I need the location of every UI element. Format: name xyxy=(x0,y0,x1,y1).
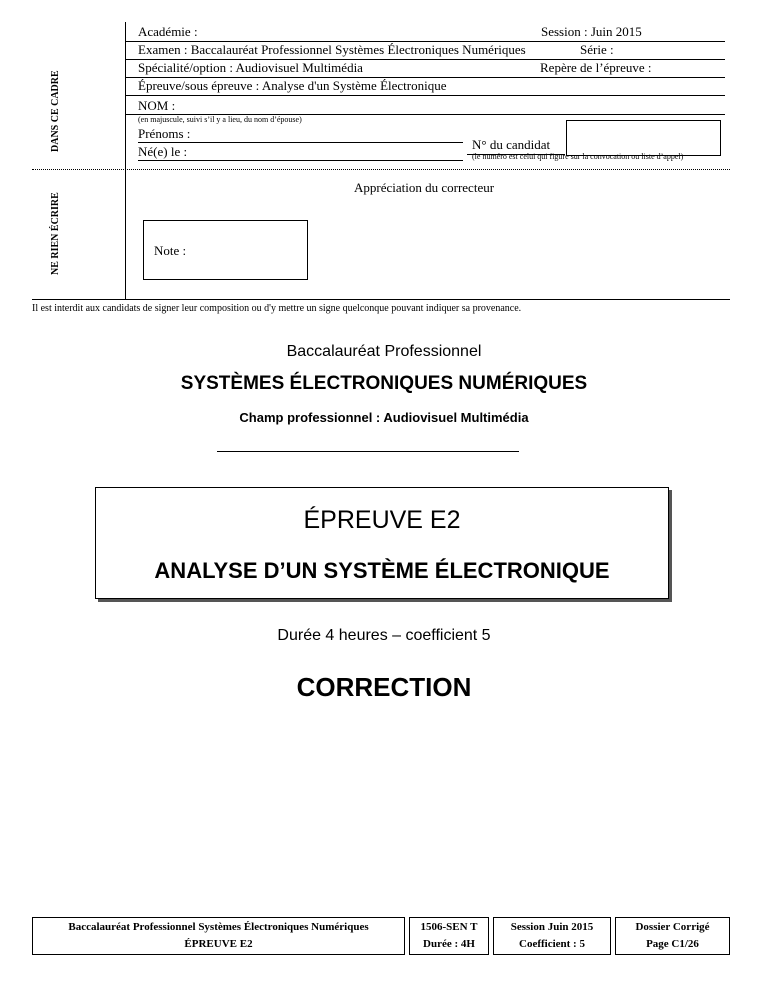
prenoms-rule xyxy=(138,142,463,143)
specialite-label: Spécialité/option : Audiovisuel Multimédia xyxy=(138,60,363,75)
epreuve-box xyxy=(95,487,669,599)
ne-le-rule xyxy=(138,160,463,161)
footer-page-line1: Dossier Corrigé xyxy=(635,921,710,933)
bac-title: Baccalauréat Professionnel xyxy=(286,343,482,360)
candidat-hint: (le numéro est celui qui figure sur la convocation ou liste d’appel) xyxy=(472,152,684,161)
examen-label: Examen : Baccalauréat Professionnel Systèmes Électroniques Numériques xyxy=(138,42,526,57)
header-rule xyxy=(125,95,725,96)
footer-table xyxy=(32,917,730,955)
footer-code-line2: Durée : 4H xyxy=(423,938,475,950)
title-underline xyxy=(217,451,519,452)
footer-page-line2: Page C1/26 xyxy=(646,938,699,950)
footer-exam-line1: Baccalauréat Professionnel Systèmes Électroniques Numériques xyxy=(68,921,369,933)
side-label-top: DANS CE CADRE xyxy=(50,70,61,152)
prenoms-label: Prénoms : xyxy=(138,126,191,141)
notice-text: Il est interdit aux candidats de signer leur composition ou d'y mettre un signe quelconque pouvant indiquer sa provenance. xyxy=(32,303,522,314)
epreuve-title: ÉPREUVE E2 xyxy=(303,506,461,534)
sen-title: SYSTÈMES ÉLECTRONIQUES NUMÉRIQUES xyxy=(180,373,588,394)
footer-cell-page xyxy=(615,917,730,955)
footer-session-line1: Session Juin 2015 xyxy=(510,921,594,933)
ne-le-label: Né(e) le : xyxy=(138,144,188,159)
footer-cell-code xyxy=(409,917,489,955)
footer-cell-exam xyxy=(32,917,405,955)
frame-vertical-line xyxy=(125,22,126,299)
session-label: Session : Juin 2015 xyxy=(541,24,642,39)
repere-label: Repère de l’épreuve : xyxy=(540,60,652,75)
nom-label: NOM : xyxy=(138,98,176,113)
champ-subtitle: Champ professionnel : Audiovisuel Multimédia xyxy=(239,410,529,425)
appreciation-label: Appréciation du correcteur xyxy=(354,180,495,195)
correcteur-bottom-rule xyxy=(32,299,730,300)
nom-hint: (en majuscule, suivi s’il y a lieu, du nom d’épouse) xyxy=(138,115,302,124)
epreuve-subtitle: ANALYSE D’UN SYSTÈME ÉLECTRONIQUE xyxy=(154,558,610,583)
note-box[interactable] xyxy=(143,220,308,280)
candidat-label: N° du candidat xyxy=(472,137,551,152)
duree-text: Durée 4 heures – coefficient 5 xyxy=(277,627,491,644)
epreuve-label: Épreuve/sous épreuve : Analyse d'un Système Électronique xyxy=(138,78,447,93)
footer-session-line2: Coefficient : 5 xyxy=(519,938,585,950)
cut-line xyxy=(32,169,730,170)
footer-exam-line2: ÉPREUVE E2 xyxy=(184,938,253,950)
side-label-bottom: NE RIEN ÉCRIRE xyxy=(50,192,61,275)
correction-title: CORRECTION xyxy=(296,672,472,702)
serie-label: Série : xyxy=(580,42,614,57)
candidat-number-box[interactable] xyxy=(566,120,721,156)
footer-code-line1: 1506-SEN T xyxy=(420,921,478,933)
academie-label: Académie : xyxy=(138,24,198,39)
note-label: Note : xyxy=(154,243,187,258)
footer-cell-session xyxy=(493,917,611,955)
